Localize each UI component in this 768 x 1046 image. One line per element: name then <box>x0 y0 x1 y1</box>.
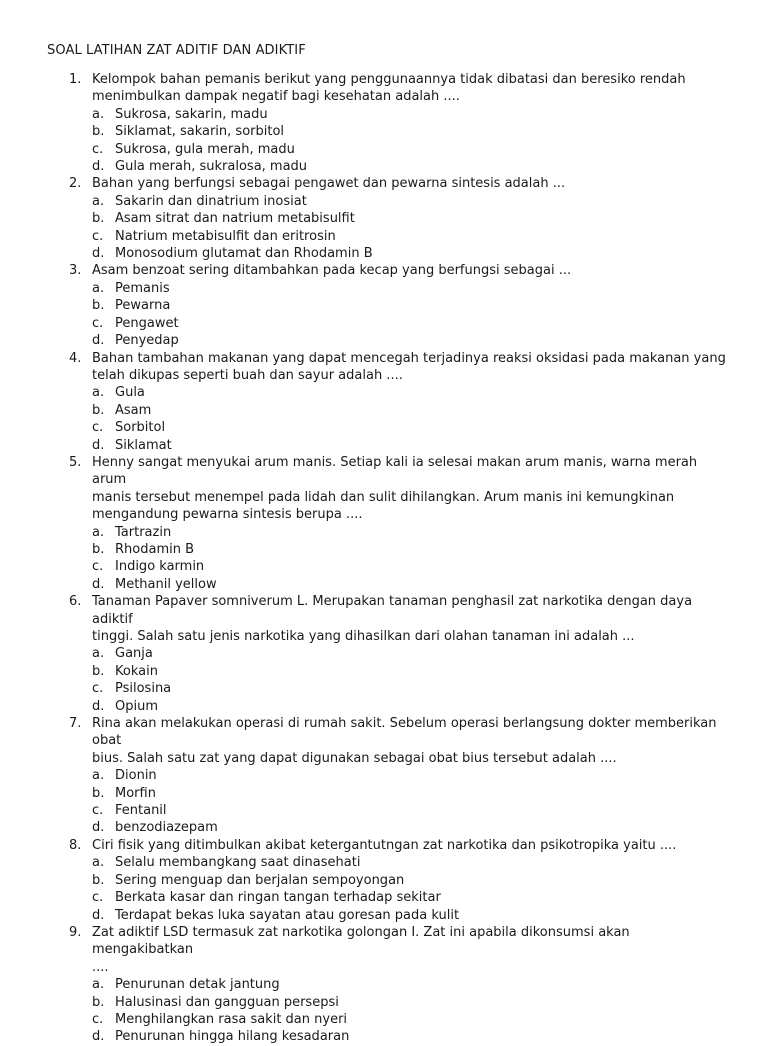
option-letter: a. <box>92 106 105 122</box>
option-text: Terdapat bekas luka sayatan atau goresan pada kulit <box>115 907 460 923</box>
option-text: Sering menguap dan berjalan sempoyongan <box>115 872 405 888</box>
option-text: Natrium metabisulfit dan eritrosin <box>115 228 336 244</box>
option-text: Dionin <box>115 768 157 784</box>
question-number: 7. <box>69 716 82 732</box>
option-letter: c. <box>92 420 104 436</box>
option-letter: d. <box>92 1029 105 1045</box>
question-number: 1. <box>69 72 82 87</box>
option-text: Psilosina <box>115 681 172 697</box>
option-letter: b. <box>92 785 105 801</box>
document-title: SOAL LATIHAN ZAT ADITIF DAN ADIKTIF <box>47 43 306 58</box>
option-c <box>92 802 728 819</box>
option-letter: d. <box>92 576 105 592</box>
option-letter: c. <box>92 141 104 157</box>
option-letter: c. <box>92 803 104 819</box>
option-b <box>92 210 728 227</box>
option-list <box>92 384 728 454</box>
question-text: Bahan tambahan makanan yang dapat mencegah terjadinya reaksi oksidasi pada makanan yang telah dikupas seperti buah dan sayur adalah .... <box>92 350 726 383</box>
option-letter: b. <box>92 211 105 227</box>
option-text: Asam <box>115 402 152 418</box>
option-text: Fentanil <box>115 803 167 819</box>
question-text: Zat adiktif LSD termasuk zat narkotika golongan I. Zat ini apabila dikonsumsi akan mengakibatkan .... <box>92 924 630 975</box>
option-d <box>92 437 728 454</box>
option-list <box>92 854 728 924</box>
option-a <box>92 384 728 401</box>
option-text: Opium <box>115 698 158 714</box>
option-c <box>92 680 728 697</box>
option-text: Penyedap <box>115 333 179 349</box>
option-text: Asam sitrat dan natrium metabisulfit <box>115 211 355 227</box>
option-c <box>92 558 728 575</box>
question-text: Henny sangat menyukai arum manis. Setiap kali ia selesai makan arum manis, warna merah arum manis tersebut menempel pada lidah dan sulit dihilangkan. Arum manis ini kemungkinan mengandung pewarna sintesis berupa .... <box>92 454 698 523</box>
option-a <box>92 193 728 210</box>
option-letter: c. <box>92 681 104 697</box>
question-8 <box>47 837 728 924</box>
option-letter: d. <box>92 333 105 349</box>
option-letter: c. <box>92 1011 104 1027</box>
question-number: 4. <box>69 350 82 366</box>
option-b <box>92 872 728 889</box>
option-letter: a. <box>92 385 105 401</box>
option-text: Sorbitol <box>115 420 166 436</box>
option-list <box>92 280 728 350</box>
option-letter: a. <box>92 855 105 871</box>
option-text: Siklamat <box>115 437 172 453</box>
question-number: 5. <box>69 454 82 470</box>
option-d <box>92 907 728 924</box>
option-letter: b. <box>92 663 105 679</box>
option-list <box>92 106 728 176</box>
option-d <box>92 332 728 349</box>
option-list <box>92 767 728 837</box>
question-number: 8. <box>69 837 82 853</box>
option-letter: a. <box>92 280 105 296</box>
option-list <box>92 524 728 594</box>
option-letter: a. <box>92 646 105 662</box>
option-letter: c. <box>92 890 104 906</box>
option-d <box>92 158 728 175</box>
question-text: Ciri fisik yang ditimbulkan akibat ketergantutngan zat narkotika dan psikotropika yaitu .... <box>92 837 677 853</box>
option-b <box>92 663 728 680</box>
option-c <box>92 228 728 245</box>
question-6 <box>47 593 728 715</box>
question-number: 9. <box>69 924 82 940</box>
option-list <box>92 193 728 263</box>
option-letter: a. <box>92 977 105 993</box>
question-7 <box>47 715 728 837</box>
question-text: Bahan yang berfungsi sebagai pengawet dan pewarna sintesis adalah ... <box>92 176 566 192</box>
option-text: Kokain <box>115 663 158 679</box>
option-letter: d. <box>92 437 105 453</box>
question-number: 6. <box>69 594 82 610</box>
option-text: Gula merah, sukralosa, madu <box>115 159 308 175</box>
option-a <box>92 524 728 541</box>
option-letter: d. <box>92 907 105 923</box>
question-text: Asam benzoat sering ditambahkan pada kecap yang berfungsi sebagai ... <box>92 263 572 279</box>
option-text: Berkata kasar dan ringan tangan terhadap sekitar <box>115 890 441 906</box>
option-d <box>92 698 728 715</box>
option-text: Menghilangkan rasa sakit dan nyeri <box>115 1011 348 1027</box>
option-letter: d. <box>92 698 105 714</box>
option-letter: c. <box>92 315 104 331</box>
option-b <box>92 785 728 802</box>
option-text: Pengawet <box>115 315 179 331</box>
option-text: Ganja <box>115 646 153 662</box>
option-text: Penurunan detak jantung <box>115 977 280 993</box>
option-a <box>92 767 728 784</box>
option-letter: d. <box>92 246 105 262</box>
option-a <box>92 106 728 123</box>
option-b <box>92 541 728 558</box>
question-text: Rina akan melakukan operasi di rumah sakit. Sebelum operasi berlangsung dokter memberikan obat bius. Salah satu zat yang dapat digunakan sebagai obat bius tersebut adalah .... <box>92 716 717 766</box>
question-text: Tanaman Papaver somniverum L. Merupakan tanaman penghasil zat narkotika dengan daya adiktif tinggi. Salah satu jenis narkotika yang dihasilkan dari olahan tanaman ini adalah ... <box>92 594 693 644</box>
option-text: Rhodamin B <box>115 541 195 557</box>
question-5 <box>47 454 728 593</box>
option-text: Methanil yellow <box>115 576 217 592</box>
option-a <box>92 854 728 871</box>
question-number: 2. <box>69 176 82 192</box>
option-c <box>92 315 728 332</box>
option-c <box>92 1011 728 1028</box>
question-4 <box>47 350 728 454</box>
option-letter: b. <box>92 872 105 888</box>
option-a <box>92 280 728 297</box>
option-text: Tartrazin <box>115 524 172 540</box>
option-c <box>92 419 728 436</box>
option-text: Morfin <box>115 785 156 801</box>
question-9 <box>47 924 728 1046</box>
option-text: Sukrosa, sakarin, madu <box>115 106 268 122</box>
option-letter: b. <box>92 541 105 557</box>
option-b <box>92 123 728 140</box>
option-d <box>92 1028 728 1045</box>
option-b <box>92 994 728 1011</box>
option-list <box>92 645 728 715</box>
option-text: Sukrosa, gula merah, madu <box>115 141 295 157</box>
option-a <box>92 645 728 662</box>
option-letter: b. <box>92 402 105 418</box>
question-3 <box>47 262 728 349</box>
question-list <box>47 71 728 1046</box>
option-letter: c. <box>92 559 104 575</box>
option-list <box>92 976 728 1046</box>
option-text: Sakarin dan dinatrium inosiat <box>115 193 307 209</box>
option-letter: c. <box>92 228 104 244</box>
option-text: Gula <box>115 385 145 401</box>
option-letter: b. <box>92 298 105 314</box>
option-d <box>92 576 728 593</box>
option-text: Pewarna <box>115 298 171 314</box>
option-letter: d. <box>92 820 105 836</box>
question-1 <box>47 71 728 175</box>
option-text: Penurunan hingga hilang kesadaran <box>115 1029 350 1045</box>
option-letter: a. <box>92 193 105 209</box>
option-b <box>92 402 728 419</box>
option-text: benzodiazepam <box>115 820 218 836</box>
option-b <box>92 297 728 314</box>
question-number: 3. <box>69 263 82 279</box>
option-d <box>92 819 728 836</box>
option-letter: b. <box>92 124 105 140</box>
option-text: Siklamat, sakarin, sorbitol <box>115 124 285 140</box>
option-text: Pemanis <box>115 280 170 296</box>
option-text: Selalu membangkang saat dinasehati <box>115 855 361 871</box>
option-letter: b. <box>92 994 105 1010</box>
option-c <box>92 889 728 906</box>
option-letter: d. <box>92 159 105 175</box>
option-a <box>92 976 728 993</box>
question-text: Kelompok bahan pemanis berikut yang penggunaannya tidak dibatasi dan beresiko rendah menimbulkan dampak negatif bagi kesehatan adalah .... <box>92 72 686 105</box>
question-2 <box>47 175 728 262</box>
option-text: Monosodium glutamat dan Rhodamin B <box>115 246 373 262</box>
option-letter: a. <box>92 524 105 540</box>
option-d <box>92 245 728 262</box>
option-c <box>92 141 728 158</box>
option-letter: a. <box>92 768 105 784</box>
option-text: Indigo karmin <box>115 559 205 575</box>
option-text: Halusinasi dan gangguan persepsi <box>115 994 339 1010</box>
